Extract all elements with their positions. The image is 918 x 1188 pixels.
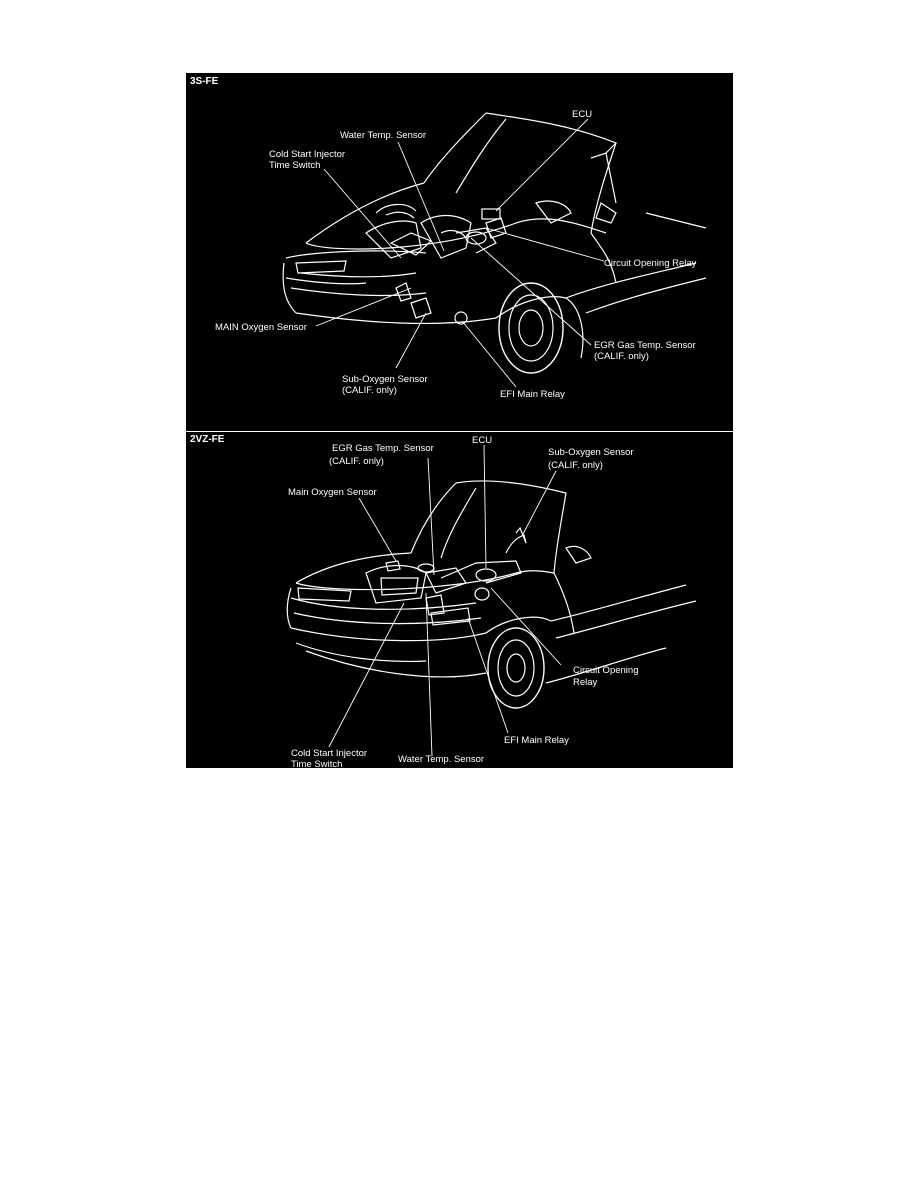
label-ecu-2: ECU	[472, 435, 493, 446]
label-main-oxygen-sensor: MAIN Oxygen Sensor	[215, 322, 307, 333]
label-sub-oxygen-calif-only: (CALIF. only)	[342, 385, 397, 396]
label-cold-start-injector: Cold Start Injector	[269, 149, 346, 160]
panel-title-2vz-fe: 2VZ-FE	[190, 434, 225, 445]
label-sub-oxygen-calif-only-2: (CALIF. only)	[548, 460, 603, 471]
label-time-switch: Time Switch	[269, 160, 321, 171]
label-sub-oxygen-sensor-2: Sub-Oxygen Sensor	[548, 447, 634, 458]
label-egr-calif-only-2: (CALIF. only)	[329, 456, 384, 467]
component-location-figure	[186, 73, 733, 768]
label-relay: Relay	[573, 677, 598, 688]
label-sub-oxygen-sensor: Sub-Oxygen Sensor	[342, 374, 428, 385]
car-illustration-3s-fe	[283, 113, 706, 373]
label-ecu: ECU	[572, 109, 593, 120]
label-egr-gas-temp-sensor: EGR Gas Temp. Sensor	[594, 340, 696, 351]
label-time-switch-2: Time Switch	[291, 759, 343, 768]
label-circuit-opening: Circuit Opening	[573, 665, 639, 676]
panel-title-3s-fe: 3S-FE	[190, 76, 219, 87]
label-egr-calif-only: (CALIF. only)	[594, 351, 649, 362]
label-efi-main-relay-2: EFI Main Relay	[504, 735, 569, 746]
label-water-temp-sensor-2: Water Temp. Sensor	[398, 754, 485, 765]
label-efi-main-relay: EFI Main Relay	[500, 389, 565, 400]
label-main-oxygen-sensor-2: Main Oxygen Sensor	[288, 487, 377, 498]
label-cold-start-injector-2: Cold Start Injector	[291, 748, 368, 759]
label-egr-gas-temp-sensor-2: EGR Gas Temp. Sensor	[332, 443, 434, 454]
label-water-temp-sensor: Water Temp. Sensor	[340, 130, 427, 141]
panel-divider	[186, 431, 733, 432]
component-location-drawing	[186, 73, 733, 768]
label-circuit-opening-relay: Circuit Opening Relay	[604, 258, 697, 269]
